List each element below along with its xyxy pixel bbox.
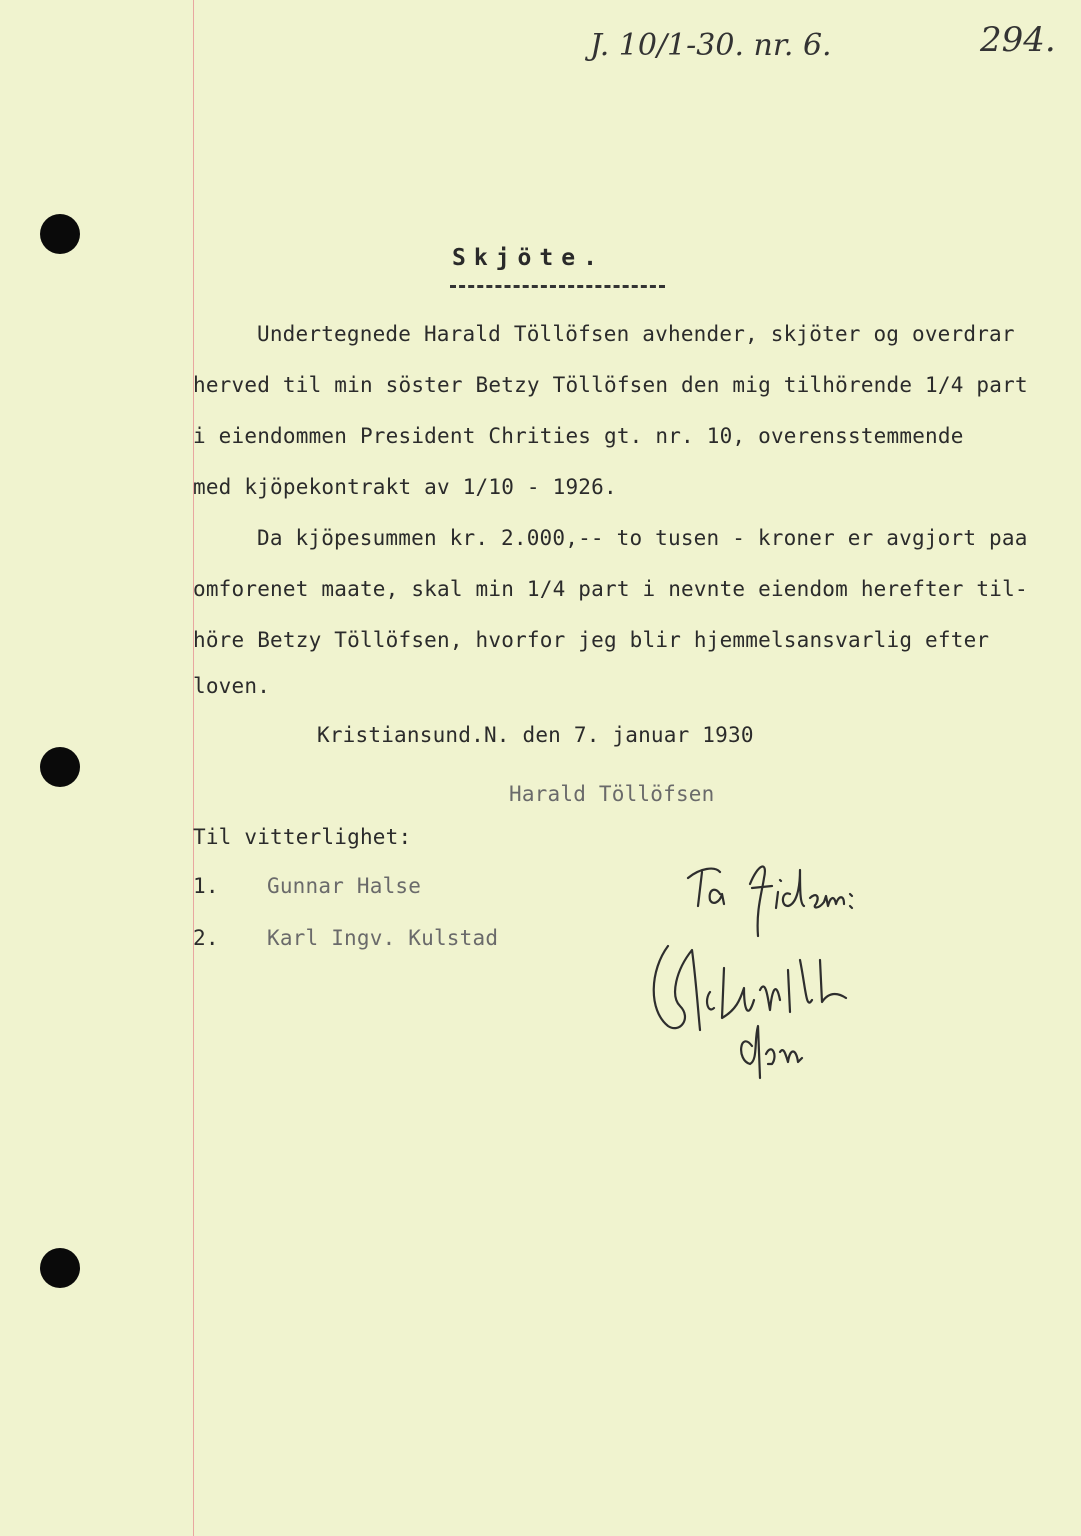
handwritten-signature xyxy=(640,850,900,1100)
witness-2-number: 2. xyxy=(193,926,219,950)
signer-name: Harald Töllöfsen xyxy=(509,782,715,806)
witness-heading: Til vitterlighet: xyxy=(193,825,412,849)
paragraph-1-line-2: herved til min söster Betzy Töllöfsen den mig tilhörende 1/4 part xyxy=(193,373,1028,397)
punch-hole-top xyxy=(40,214,80,254)
witness-2-name: Karl Ingv. Kulstad xyxy=(267,926,499,950)
paragraph-2-line-4: loven. xyxy=(193,674,271,698)
punch-hole-middle xyxy=(40,747,80,787)
paragraph-2-line-1: Da kjöpesummen kr. 2.000,-- to tusen - kroner er avgjort paa xyxy=(257,526,1028,550)
place-date: Kristiansund.N. den 7. januar 1930 xyxy=(317,723,754,747)
punch-hole-bottom xyxy=(40,1248,80,1288)
paragraph-1-line-1: Undertegnede Harald Töllöfsen avhender, skjöter og overdrar xyxy=(257,322,1015,346)
journal-note: J. 10/1-30. nr. 6. xyxy=(590,28,832,63)
paragraph-2-line-3: höre Betzy Töllöfsen, hvorfor jeg blir hjemmelsansvarlig efter xyxy=(193,628,990,652)
paragraph-1-line-4: med kjöpekontrakt av 1/10 - 1926. xyxy=(193,475,617,499)
margin-line xyxy=(193,0,194,1536)
document-title: Skjöte. xyxy=(452,245,605,271)
page-number: 294. xyxy=(980,20,1056,60)
witness-1-name: Gunnar Halse xyxy=(267,874,422,898)
title-underline xyxy=(450,285,665,288)
paragraph-2-line-2: omforenet maate, skal min 1/4 part i nevnte eiendom herefter til- xyxy=(193,577,1028,601)
witness-1-number: 1. xyxy=(193,874,219,898)
paragraph-1-line-3: i eiendommen President Chrities gt. nr. 10, overensstemmende xyxy=(193,424,964,448)
